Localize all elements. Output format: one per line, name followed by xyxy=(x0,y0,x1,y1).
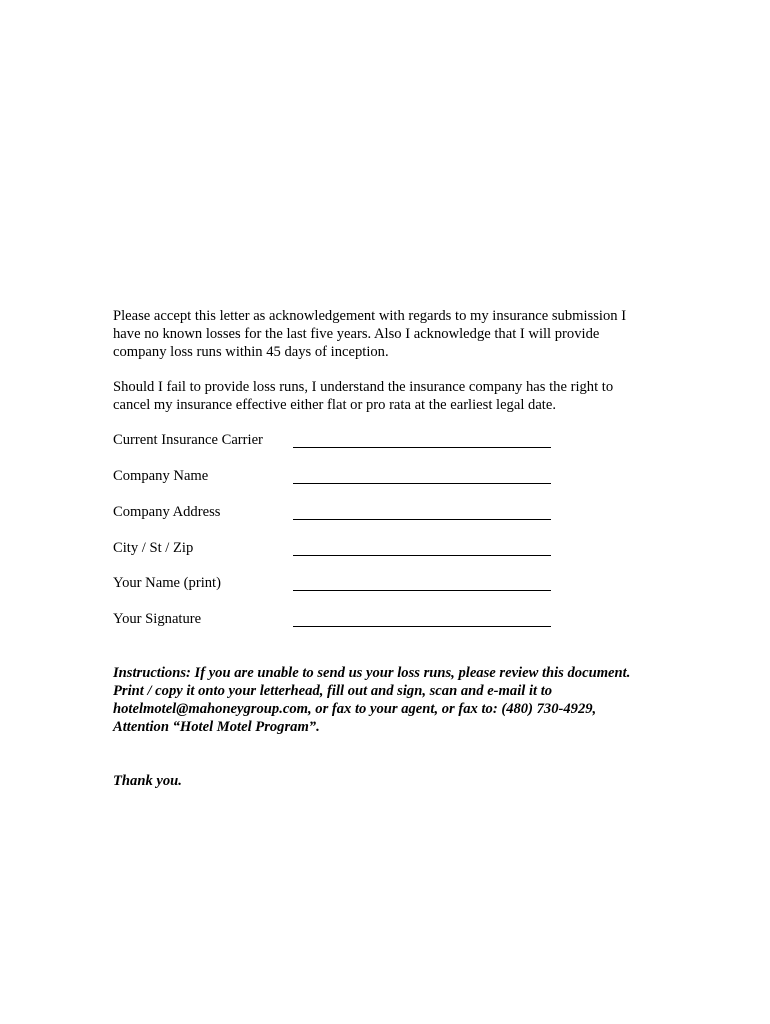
field-company-name xyxy=(113,468,553,488)
field-label: Your Signature xyxy=(113,611,202,627)
field-your-name xyxy=(113,575,553,595)
paragraph-cancellation xyxy=(113,378,613,414)
closing: Thank you. xyxy=(113,773,182,789)
blank-line-input[interactable] xyxy=(293,555,551,556)
field-company-address xyxy=(113,504,553,524)
blank-line-input[interactable] xyxy=(293,590,551,591)
text-line: Print / copy it onto your letterhead, fill out and sign, scan and e-mail it to xyxy=(113,683,553,699)
text-line: have no known losses for the last five years. Also I acknowledge that I will provide xyxy=(113,326,600,342)
field-label: Current Insurance Carrier xyxy=(113,432,263,448)
blank-line-input[interactable] xyxy=(293,483,551,484)
blank-line-input[interactable] xyxy=(293,519,551,520)
field-label: Company Address xyxy=(113,504,221,520)
blank-line-input[interactable] xyxy=(293,447,551,448)
text-line: Should I fail to provide loss runs, I understand the insurance company has the right to xyxy=(113,379,614,395)
instructions xyxy=(113,664,630,736)
paragraph-acknowledgement xyxy=(113,307,626,361)
text-line: Please accept this letter as acknowledgement with regards to my insurance submission I xyxy=(113,308,627,324)
text-line: company loss runs within 45 days of inception. xyxy=(113,344,389,360)
blank-line-input[interactable] xyxy=(293,626,551,627)
field-city-st-zip xyxy=(113,540,553,560)
field-label: Company Name xyxy=(113,468,209,484)
field-current-insurance-carrier xyxy=(113,432,553,452)
text-line: hotelmotel@mahoneygroup.com, or fax to your agent, or fax to: (480) 730-4929, xyxy=(113,701,597,717)
field-label: Your Name (print) xyxy=(113,575,221,591)
text-line: Attention “Hotel Motel Program”. xyxy=(113,719,320,735)
text-line: cancel my insurance effective either flat or pro rata at the earliest legal date. xyxy=(113,397,556,413)
text-line: Instructions: If you are unable to send us your loss runs, please review this document. xyxy=(113,665,631,681)
field-label: City / St / Zip xyxy=(113,540,194,556)
field-your-signature xyxy=(113,611,553,631)
